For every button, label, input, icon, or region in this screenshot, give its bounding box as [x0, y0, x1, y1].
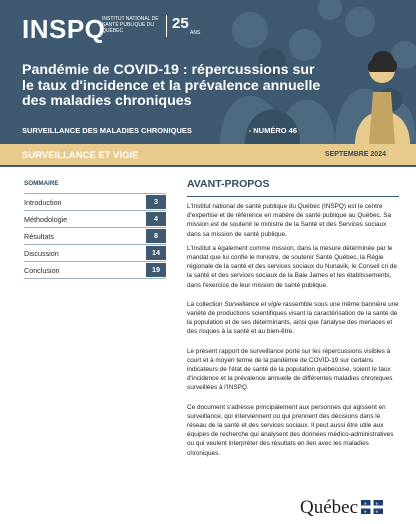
paragraph-audience: Ce document s'adresse principalement aux personnes qui agissent en surveillance, qui interviennent ou qui prennent des décisions dans le réseau de la santé et des services sociaux. Il peut aussi être utile aux équipes de recherche qui analysent des données médico-administratives ou qui veulent interpréter des résultats en lien avec les maladies chroniques. — [187, 403, 394, 457]
toc-page-number: 4 — [146, 212, 166, 226]
inspq-logo: INSPQ — [22, 14, 106, 44]
toc-page-number: 14 — [146, 246, 166, 260]
toc-item-label: Introduction — [24, 198, 62, 207]
paragraph-mission: L'Institut national de santé publique du Québec (INSPQ) est le centre d'expertise et de référence en matière de santé publique au Québec. Sa mission est de soutenir le ministre de la Santé et des Services sociaux dans sa mission de santé publique. — [187, 203, 392, 238]
paragraph-report: Le présent rapport de surveillance porte sur les répercussions visibles à court et à moyen terme de la pandémie de COVID-19 sur certains indicateurs de l'état de santé de la population québécoise, soient le taux d'incidence et la prévalence annuelle de différentes maladies chroniques surveillées à l'INSPQ. — [187, 347, 393, 392]
section-heading: AVANT-PROPOS — [187, 178, 270, 190]
svg-text:⚜: ⚜ — [363, 509, 368, 514]
collection-band — [0, 144, 416, 167]
inspq-logo-subtitle: INSTITUT NATIONAL DE SANTÉ PUBLIQUE DU QUÉBEC — [102, 16, 159, 34]
document-title: Pandémie de COVID-19 : répercussions sur le taux d'incidence et la prévalence annuelle des maladies chroniques — [22, 62, 321, 109]
toc-item-introduction[interactable] — [24, 194, 166, 211]
svg-text:⚜: ⚜ — [375, 501, 379, 506]
table-of-contents — [24, 180, 166, 279]
toc-item-label: Discussion — [24, 249, 59, 258]
series-number: - NUMÉRO 46 — [248, 126, 297, 135]
toc-page-number: 19 — [146, 263, 166, 277]
toc-heading: SOMMAIRE — [24, 180, 166, 194]
logo-divider — [166, 15, 167, 37]
collection-name: Surveillance et vigie — [224, 300, 282, 308]
toc-item-discussion[interactable] — [24, 245, 166, 262]
collection-text-start: La collection — [187, 300, 225, 308]
toc-item-conclusion[interactable] — [24, 262, 166, 279]
paragraph-collection — [187, 300, 399, 337]
toc-page-number: 3 — [146, 195, 166, 209]
collection-text-end: rassemble sous une même bannière une variété de productions scientifiques visant la caractérisation de la santé de la population et de ses déterminants, ainsi que l'analyse des menaces et des risques à la santé et au bien-être. — [187, 300, 399, 336]
quebec-flag-icon — [361, 500, 383, 514]
quebec-logo: Québec — [300, 497, 359, 518]
svg-text:⚜: ⚜ — [375, 509, 379, 514]
heading-rule — [187, 196, 399, 197]
anniversary-unit: ANS — [190, 30, 201, 36]
svg-text:⚜: ⚜ — [363, 501, 368, 506]
toc-item-methodologie[interactable] — [24, 211, 166, 228]
publication-date: SEPTEMBRE 2024 — [324, 151, 386, 158]
paragraph-mandate: L'Institut a également comme mission, dans la mesure déterminée par le mandat que lui confie le ministre, de soutenir Santé Québec, la Régie régionale de la santé et des services sociaux du Nunavik, le Conseil cri de la santé et des services sociaux de la Baie James et les établissements, dans l'exercice de leur mission de santé publique. — [187, 244, 397, 289]
toc-item-resultats[interactable] — [24, 228, 166, 245]
toc-item-label: Méthodologie — [24, 215, 68, 224]
toc-item-label: Conclusion — [24, 266, 60, 275]
anniversary-number: 25 — [172, 15, 189, 32]
series-line — [22, 126, 297, 138]
toc-page-number: 8 — [146, 229, 166, 243]
main-content — [187, 178, 399, 463]
toc-item-label: Résultats — [24, 232, 54, 241]
cover-header — [0, 0, 416, 144]
collection-label: SURVEILLANCE ET VIGIE — [22, 150, 139, 161]
series-name: SURVEILLANCE DES MALADIES CHRONIQUES — [22, 126, 192, 135]
